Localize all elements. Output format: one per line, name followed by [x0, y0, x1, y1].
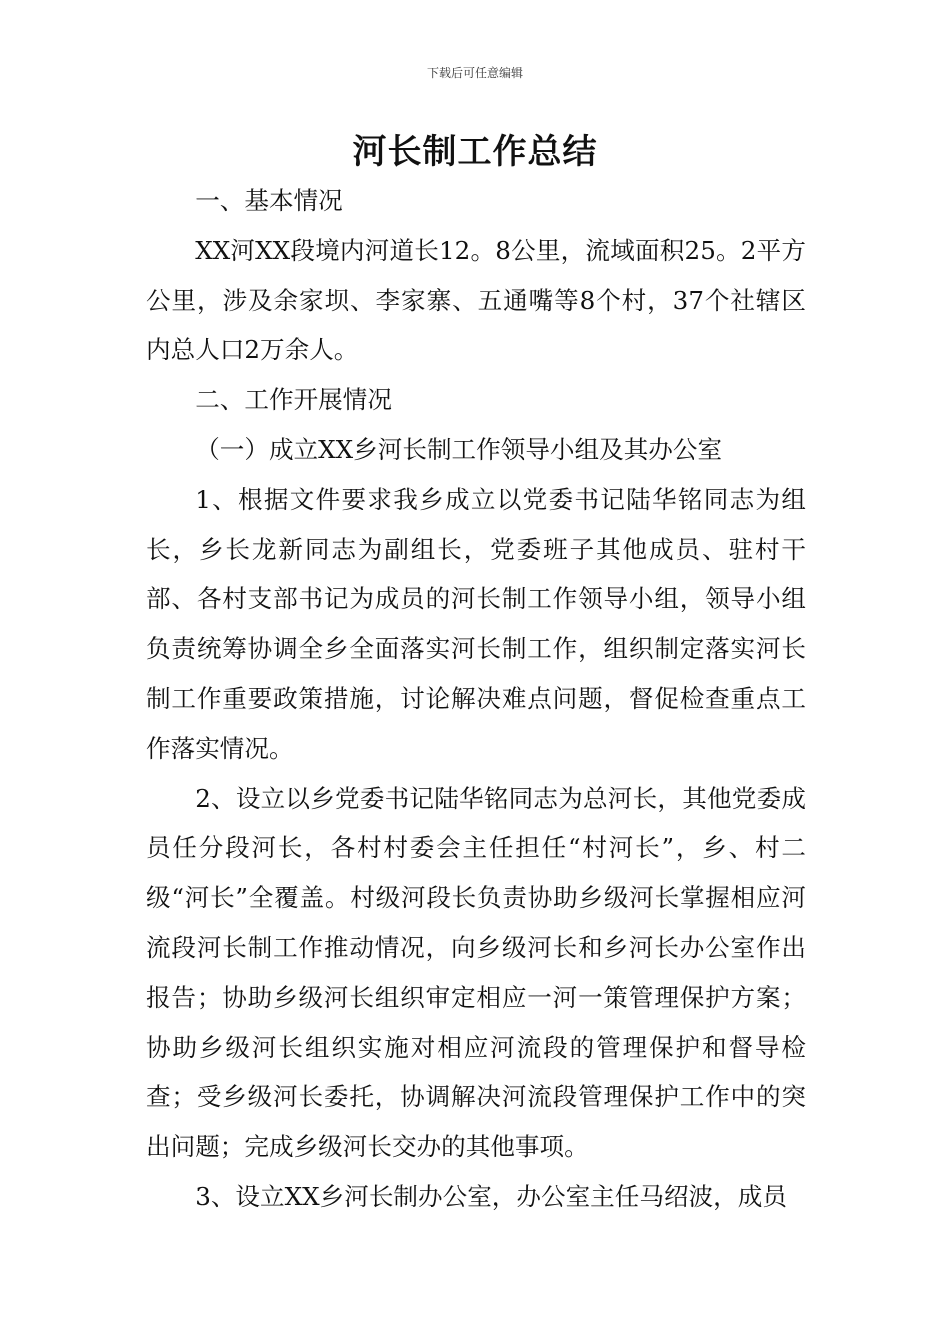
page-header-note: 下载后可任意编辑 — [426, 66, 523, 80]
subsection-heading-1: （一）成立XX乡河长制工作领导小组及其办公室 — [195, 434, 723, 464]
paragraph-item-1: 1、根据文件要求我乡成立以党委书记陆华铭同志为组长，乡长龙新同志为副组长，党委班子其他成员、驻村干部、各村支部书记为成员的河长制工作领导小组，领导小组负责统筹协调全乡全面落实河长制工作，组织制定落实河长制工作重要政策措施，讨论解决难点问题，督促检查重点工作落实情况。 — [146, 484, 806, 763]
section-heading-basic: 一、基本情况 — [195, 186, 343, 215]
paragraph-item-3: 3、设立XX乡河长制办公室，办公室主任马绍波，成员 — [195, 1181, 787, 1211]
document-body — [146, 176, 806, 1222]
document-title: 河长制工作总结 — [352, 132, 598, 172]
section-heading-work: 二、工作开展情况 — [195, 385, 392, 415]
paragraph-basic-info: XX河XX段境内河道长12。8公里，流域面积25。2平方公里，涉及余家坝、李家寨、五通嘴等8个村，37个社辖区内总人口2万余人。 — [146, 235, 806, 365]
paragraph-item-2: 2、设立以乡党委书记陆华铭同志为总河长，其他党委成员任分段河长，各村村委会主任担任“村河长”，乡、村二级“河长”全覆盖。村级河段长负责协助乡级河长掌握相应河流段河长制工作推动情况，向乡级河长和乡河长办公室作出报告；协助乡级河长组织审定相应一河一策管理保护方案；协助乡级河长组织实施对相应河流段的管理保护和督导检查；受乡级河长委托，协调解决河流段管理保护工作中的突出问题；完成乡级河长交办的其他事项。 — [146, 783, 806, 1162]
